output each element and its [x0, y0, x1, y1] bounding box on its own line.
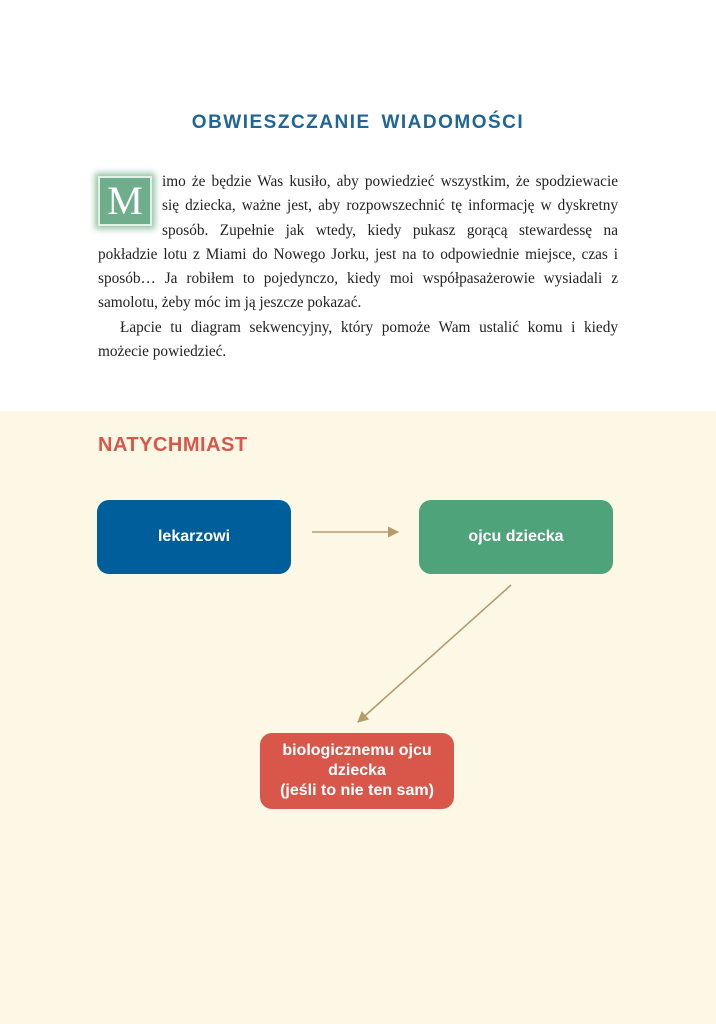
- arrow-father-to-biological-father: [358, 585, 511, 722]
- paragraph-1-text: imo że będzie Was kusiło, aby powiedzieć wszystkim, że spodziewacie się dziecka, ważne jest, aby rozpowszechnić tę informację w dyskretny sposób. Zupełnie jak wtedy, kiedy pukasz gorącą stewardessę na pokładzie lotu z Miami do Nowego Jorku, jest na to odpowiednie miejsce, czas i sposób… Ja robiłem to pojedynczo, kiedy moi współpasażerowie wysiadali z samolotu, żeby móc im ją jeszcze pokazać.: [98, 173, 618, 312]
- paragraph-2: Łapcie tu diagram sekwencyjny, który pomoże Wam ustalić komu i kiedy możecie powiedzieć.: [98, 318, 618, 361]
- diagram-box-biological-father: biologicznemu ojcu dziecka (jeśli to nie ten sam): [260, 733, 454, 809]
- section-heading: NATYCHMIAST: [98, 434, 248, 456]
- drop-cap: M: [98, 176, 152, 226]
- page-title: OBWIESZCZANIE WIADOMOŚCI: [191, 112, 525, 133]
- diagram-box-doctor: lekarzowi: [97, 500, 291, 574]
- diagram-box-father: ojcu dziecka: [419, 500, 613, 574]
